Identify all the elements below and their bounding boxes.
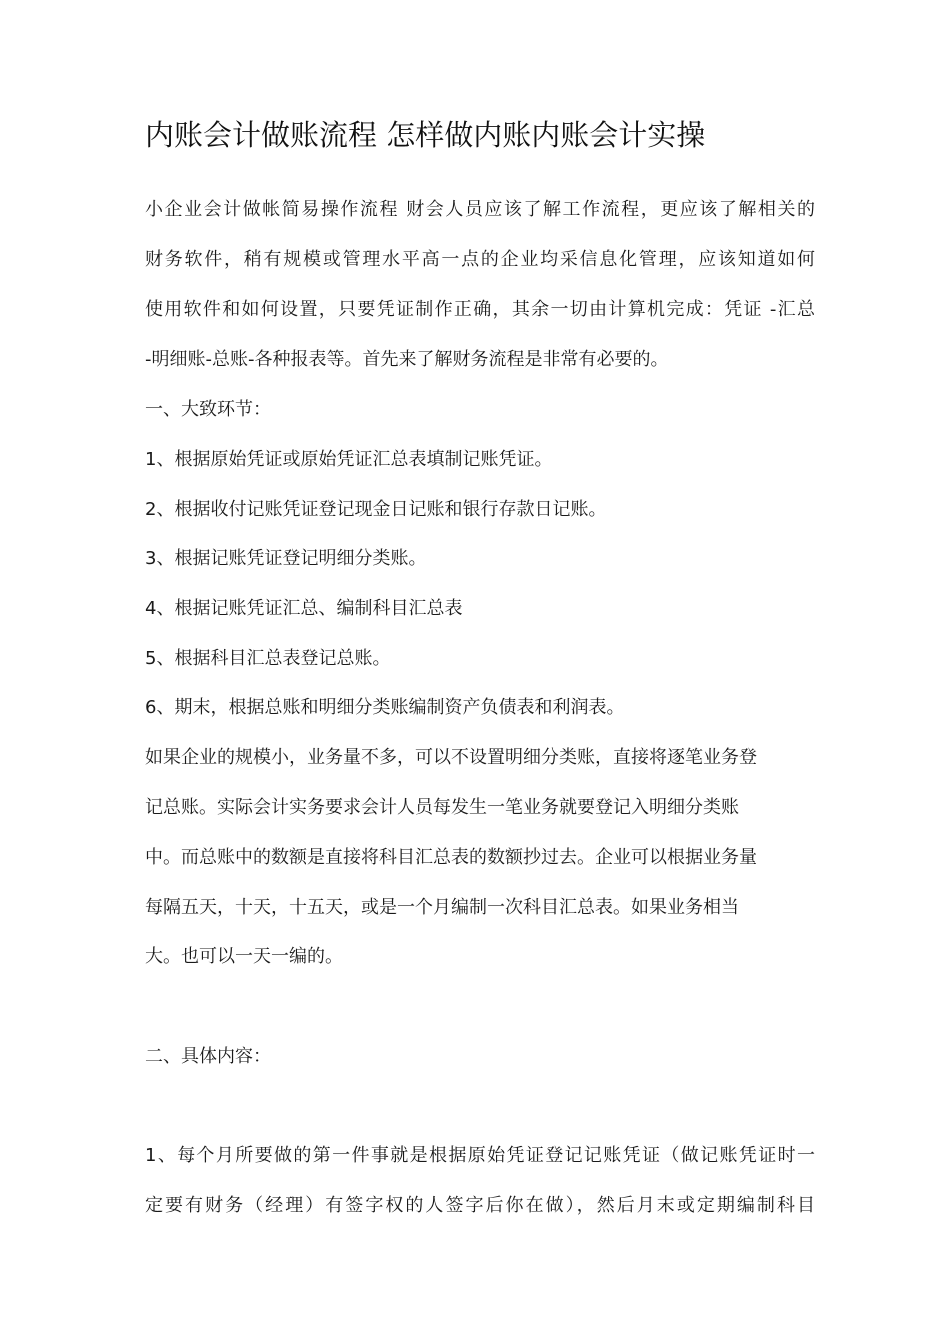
document-title: 内账会计做账流程 怎样做内账内账会计实操	[145, 118, 706, 152]
step-item-4: 4、根据记账凭证汇总、编制科目汇总表	[145, 598, 463, 619]
intro-line-1: 小企业会计做帐简易操作流程 财会人员应该了解工作流程，更应该了解相关的	[145, 199, 815, 220]
note-line-4: 每隔五天，十天，十五天，或是一个月编制一次科目汇总表。如果业务相当	[145, 897, 739, 918]
intro-line-4: -明细账-总账-各种报表等。首先来了解财务流程是非常有必要的。	[145, 349, 669, 370]
section2-heading: 二、具体内容：	[145, 1046, 271, 1067]
step-item-2: 2、根据收付记账凭证登记现金日记账和银行存款日记账。	[145, 499, 607, 520]
note-line-3: 中。而总账中的数额是直接将科目汇总表的数额抄过去。企业可以根据业务量	[145, 847, 757, 868]
section1-heading: 一、大致环节：	[145, 399, 271, 420]
step-item-6: 6、期末，根据总账和明细分类账编制资产负债表和利润表。	[145, 697, 625, 718]
step-item-5: 5、根据科目汇总表登记总账。	[145, 648, 391, 669]
note-line-2: 记总账。实际会计实务要求会计人员每发生一笔业务就要登记入明细分类账	[145, 797, 739, 818]
intro-line-3: 使用软件和如何设置，只要凭证制作正确，其余一切由计算机完成：凭证 -汇总	[145, 299, 815, 320]
step-item-1: 1、根据原始凭证或原始凭证汇总表填制记账凭证。	[145, 449, 553, 470]
note-line-1: 如果企业的规模小，业务量不多，可以不设置明细分类账，直接将逐笔业务登	[145, 747, 757, 768]
detail-line-2: 定要有财务（经理）有签字权的人签字后你在做），然后月末或定期编制科目	[145, 1195, 815, 1216]
step-item-3: 3、根据记账凭证登记明细分类账。	[145, 548, 427, 569]
note-line-5: 大。也可以一天一编的。	[145, 946, 343, 967]
detail-line-1: 1、每个月所要做的第一件事就是根据原始凭证登记记账凭证（做记账凭证时一	[145, 1145, 815, 1166]
intro-line-2: 财务软件，稍有规模或管理水平高一点的企业均采信息化管理，应该知道如何	[145, 249, 815, 270]
